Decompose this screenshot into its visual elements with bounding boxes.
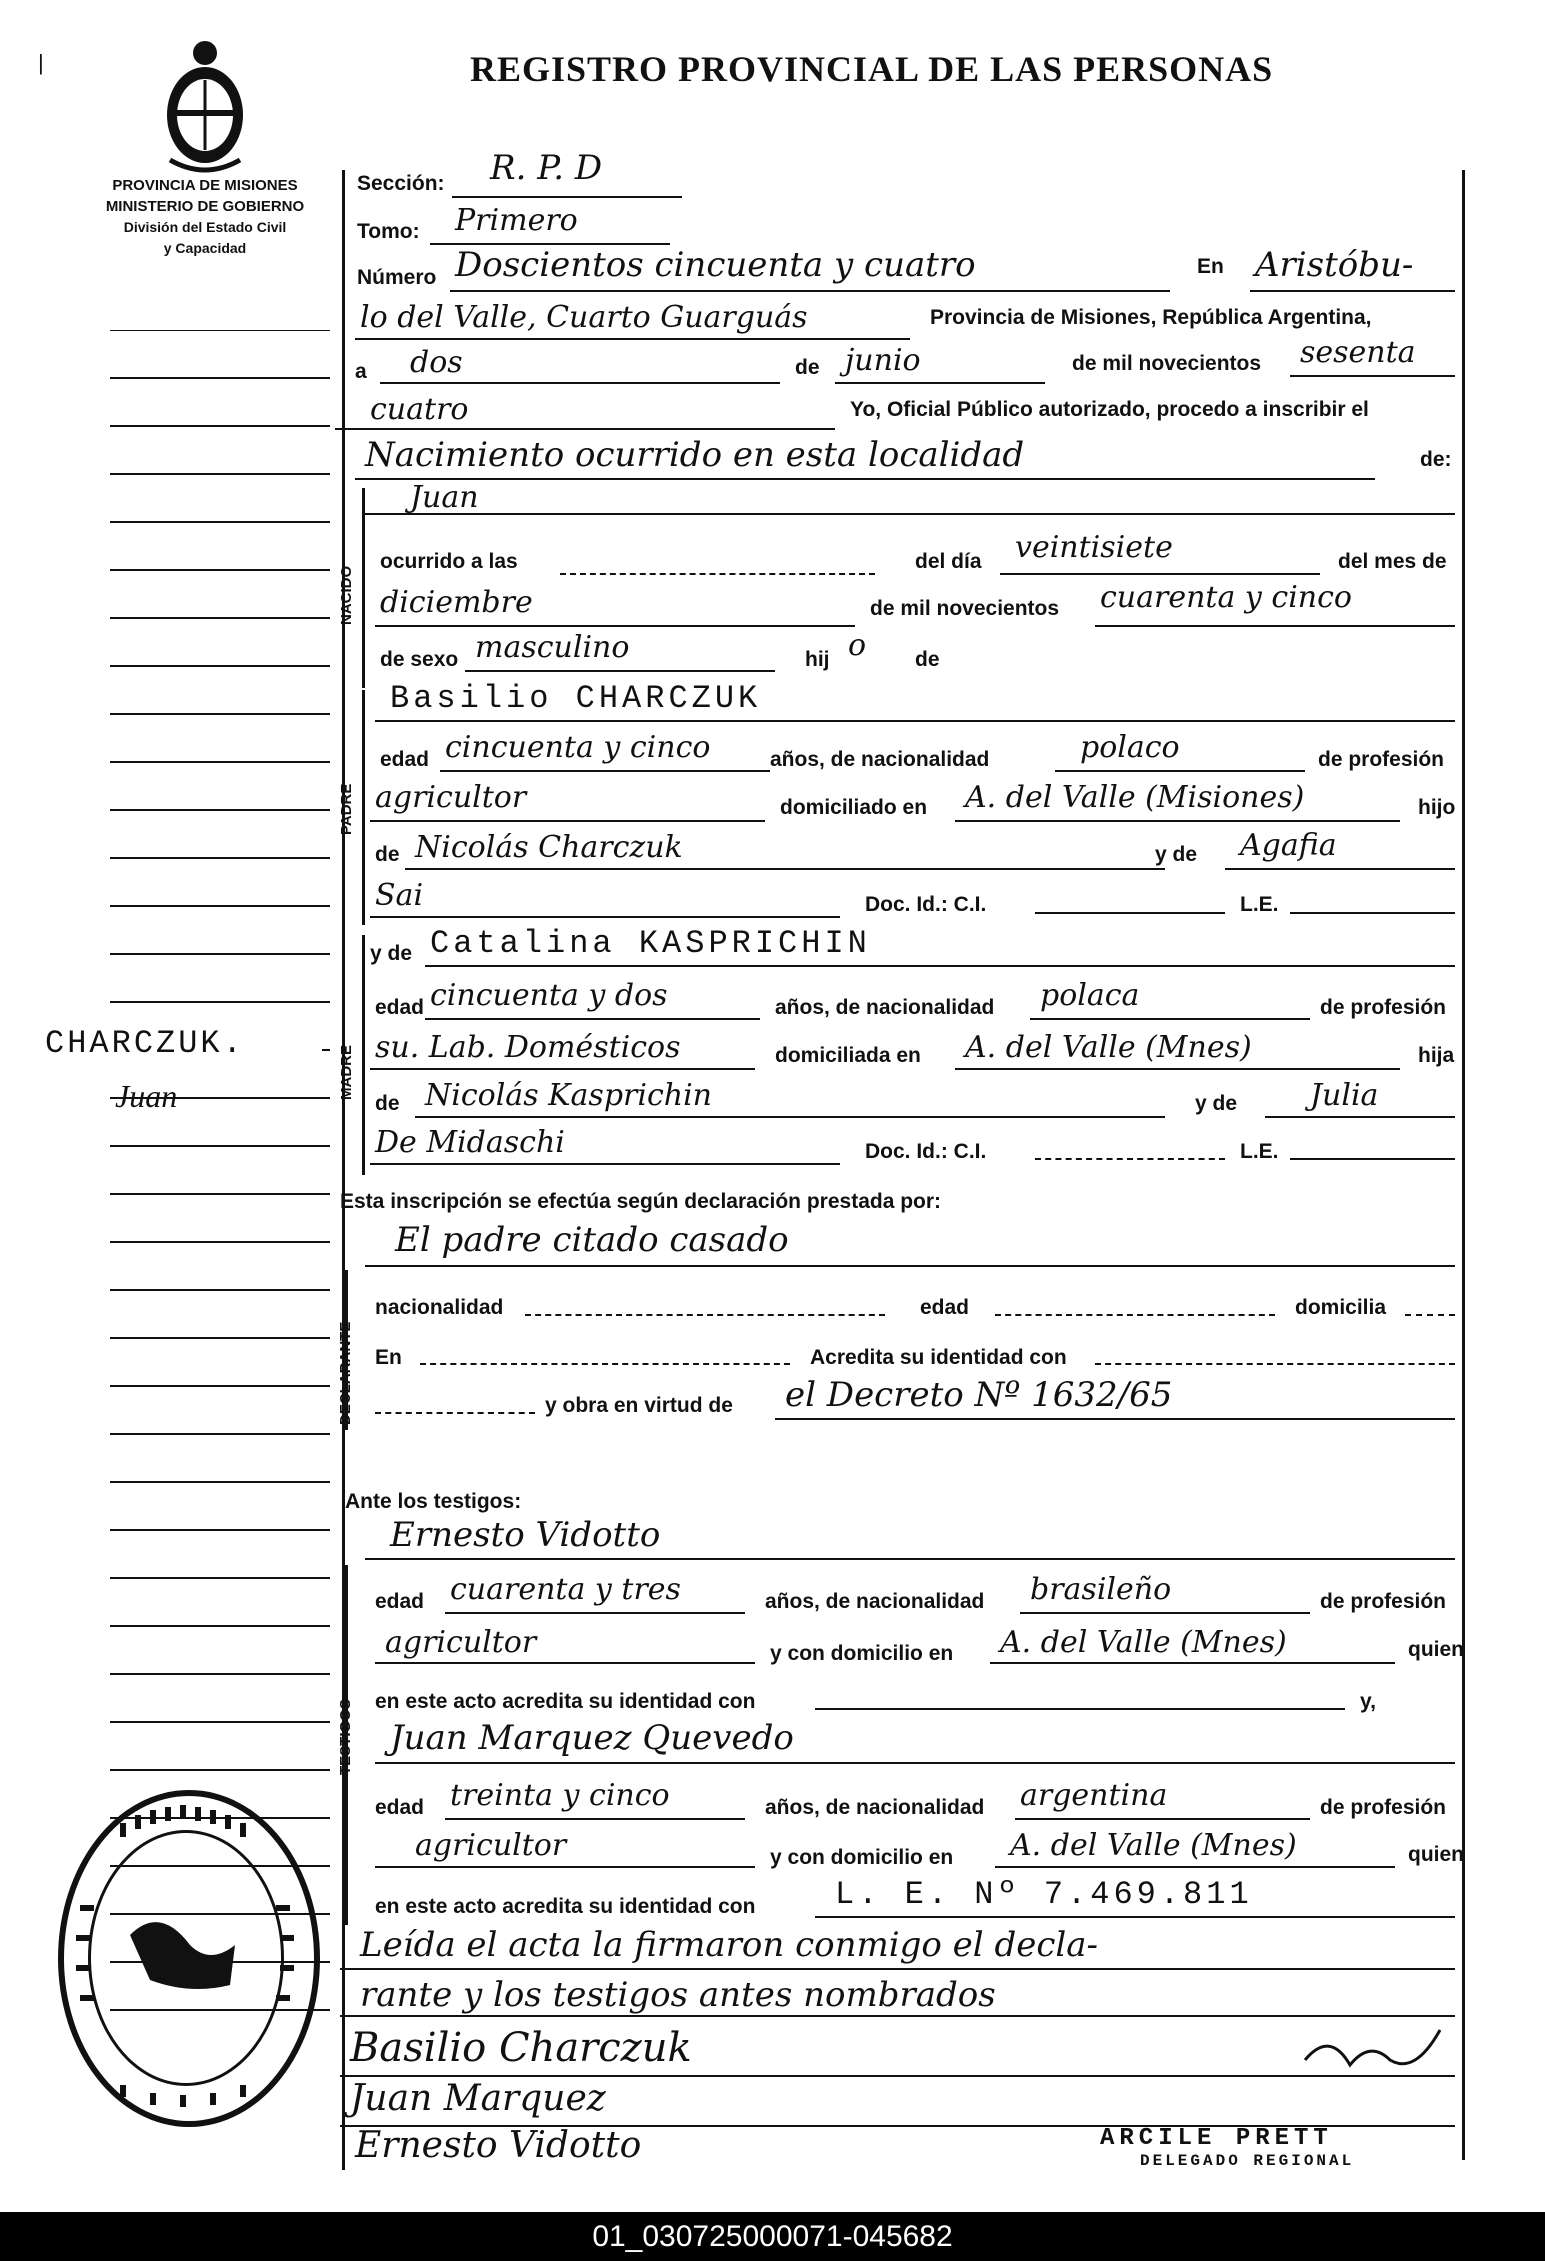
- round-seal-emblem-icon: [60, 1795, 310, 2115]
- seccion-line: [452, 196, 682, 198]
- t2-acredita-label: en este acto acredita su identidad con: [375, 1895, 756, 1918]
- t1-y-label: y,: [1360, 1690, 1376, 1713]
- ante-testigos-label: Ante los testigos:: [345, 1490, 522, 1513]
- madre-section-bar: [362, 935, 365, 1175]
- testigo1-value: Ernesto Vidotto: [390, 1515, 661, 1555]
- padre-madre-2-line: [370, 916, 840, 918]
- decl-en-line: [420, 1363, 790, 1365]
- decl-en-label: En: [375, 1346, 402, 1369]
- t2-quien-label: quien: [1408, 1843, 1464, 1866]
- seccion-value: R. P. D: [490, 148, 603, 188]
- madre-y-de-label: y de: [370, 942, 413, 965]
- madre-anios-label: años, de nacionalidad: [775, 996, 995, 1019]
- declarante-line: [365, 1265, 1455, 1267]
- domiciliada-label: domiciliada en: [775, 1044, 921, 1067]
- coat-of-arms-icon: [150, 35, 260, 175]
- decreto-line: [775, 1418, 1455, 1420]
- madre-prof-line: [370, 1068, 755, 1070]
- testigo2-value: Juan Marquez Quevedo: [390, 1718, 794, 1758]
- anio-nac-line: [1095, 625, 1455, 627]
- mes-line: [835, 382, 1045, 384]
- de-label: de: [795, 356, 820, 379]
- t1-prof-line: [375, 1662, 755, 1664]
- declarante-section-label: DECLARANTE: [337, 1321, 354, 1425]
- signature-testigo2: Juan Marquez: [350, 2078, 606, 2119]
- nombre-value: Juan: [410, 480, 479, 515]
- tomo-label: Tomo:: [357, 220, 420, 243]
- t2-prof-value: agricultor: [415, 1828, 567, 1863]
- padre-section-label: PADRE: [338, 783, 355, 835]
- hij-label: hij: [805, 648, 830, 671]
- padre-madre-value: Agafia: [1240, 828, 1337, 863]
- document-title: REGISTRO PROVINCIAL DE LAS PERSONAS: [470, 49, 1274, 89]
- obra-pre-line: [375, 1412, 535, 1414]
- padre-edad-line: [440, 770, 770, 772]
- anio-nac-value: cuarenta y cinco: [1100, 580, 1352, 615]
- yo-oficial-label: Yo, Oficial Público autorizado, procedo a inscribir el: [850, 398, 1369, 421]
- padre-le-label: L.E.: [1240, 893, 1279, 916]
- mes-nac-value: diciembre: [380, 585, 533, 620]
- dia-line: [380, 382, 780, 384]
- province-label: PROVINCIA DE MISIONES: [112, 177, 298, 194]
- padre-padre-line: [405, 868, 1165, 870]
- t2-edad-value: treinta y cinco: [450, 1778, 670, 1813]
- t1-acredita-label: en este acto acredita su identidad con: [375, 1690, 756, 1713]
- t2-nac-line: [1015, 1818, 1310, 1820]
- t1-prof-label: de profesión: [1320, 1590, 1447, 1613]
- t1-anios-label: años, de nacionalidad: [765, 1590, 985, 1613]
- padre-ci-line: [1035, 912, 1225, 914]
- sexo-value: masculino: [475, 630, 630, 665]
- padre-nac-value: polaco: [1080, 730, 1180, 765]
- dia-value: dos: [410, 345, 463, 380]
- padre-edad-label: edad: [380, 748, 430, 771]
- madre-prof-label: de profesión: [1320, 996, 1447, 1019]
- official-stamp-name: ARCILE PRETT: [1100, 2125, 1333, 2152]
- t2-edad-line: [445, 1818, 745, 1820]
- madre-nombre-line: [425, 965, 1455, 967]
- decl-domicilia-line: [1405, 1314, 1455, 1316]
- padre-edad-value: cincuenta y cinco: [445, 730, 711, 765]
- signature-line-1: [340, 2075, 1455, 2077]
- padre-y-de-label: y de: [1155, 843, 1198, 866]
- provincia-label: Provincia de Misiones, República Argentina,: [930, 306, 1372, 329]
- decl-edad-label: edad: [920, 1296, 970, 1319]
- anio-line: [1290, 375, 1455, 377]
- t2-anios-label: años, de nacionalidad: [765, 1796, 985, 1819]
- t2-prof-line: [375, 1866, 755, 1868]
- t2-dom-line: [995, 1866, 1395, 1868]
- padre-nombre-value: Basilio CHARCZUK: [390, 680, 762, 717]
- padre-doc-label: Doc. Id.: C.I.: [865, 893, 987, 916]
- decl-nac-line: [525, 1314, 885, 1316]
- nombre-line: [365, 513, 1455, 515]
- padre-prof-value: agricultor: [375, 780, 527, 815]
- en-label: En: [1197, 255, 1224, 278]
- seccion-label: Sección:: [357, 172, 445, 195]
- t1-nac-value: brasileño: [1030, 1572, 1172, 1607]
- padre-anios-label: años, de nacionalidad: [770, 748, 990, 771]
- testigo2-line: [375, 1762, 1455, 1764]
- signature-padre: Basilio Charczuk: [350, 2025, 692, 2071]
- t1-prof-value: agricultor: [385, 1625, 537, 1660]
- madre-prof-value: su. Lab. Domésticos: [375, 1030, 681, 1065]
- decreto-value: el Decreto Nº 1632/65: [785, 1375, 1173, 1415]
- nacido-section-bar: [362, 488, 365, 688]
- del-mes-label: del mes de: [1338, 550, 1447, 573]
- madre-nombre-value: Catalina KASPRICHIN: [430, 925, 871, 962]
- hij-suffix-value: o: [848, 628, 867, 663]
- document-id-footer: 01_030725000071-045682: [0, 2212, 1545, 2261]
- hora-line: [560, 573, 875, 575]
- t1-quien-label: quien: [1408, 1638, 1464, 1661]
- t2-prof-label: de profesión: [1320, 1796, 1447, 1819]
- padre-nombre-line: [375, 720, 1455, 722]
- madre-edad-line: [425, 1018, 760, 1020]
- padre-dom-value: A. del Valle (Misiones): [965, 780, 1305, 815]
- t1-edad-label: edad: [375, 1590, 425, 1613]
- closing-line-1: Leída el acta la firmaron conmigo el decla-: [360, 1925, 1099, 1965]
- acredita-label: Acredita su identidad con: [810, 1346, 1067, 1369]
- a-label: a: [355, 360, 367, 383]
- closing-line-2-rule: [340, 2015, 1455, 2017]
- t2-edad-label: edad: [375, 1796, 425, 1819]
- margin-first-name: Juan: [115, 1078, 178, 1114]
- madre-doc-label: Doc. Id.: C.I.: [865, 1140, 987, 1163]
- madre-ci-line: [1035, 1158, 1225, 1160]
- nacido-section-label: NACIDO: [338, 565, 355, 625]
- madre-de-label: de: [375, 1092, 400, 1115]
- anio-b-line: [335, 428, 835, 430]
- t1-dom-value: A. del Valle (Mnes): [1000, 1625, 1287, 1660]
- y-obra-label: y obra en virtud de: [545, 1394, 733, 1417]
- padre-dom-line: [955, 820, 1400, 822]
- ministry-header: [60, 175, 350, 259]
- capacity-label: y Capacidad: [163, 240, 247, 256]
- madre-madre-2-value: De Midaschi: [375, 1125, 565, 1160]
- anio-a-value: sesenta: [1300, 335, 1416, 370]
- decl-edad-line: [995, 1314, 1275, 1316]
- hija-label: hija: [1418, 1044, 1455, 1067]
- t1-dom-label: y con domicilio en: [770, 1642, 954, 1665]
- padre-nac-line: [1055, 770, 1305, 772]
- acredita-line: [1095, 1363, 1455, 1365]
- inscribir-line: [355, 478, 1375, 480]
- lugar-value: lo del Valle, Cuarto Guarguás: [360, 300, 808, 335]
- en-line: [1250, 290, 1455, 292]
- madre-dom-line: [955, 1068, 1400, 1070]
- de-mil2-label: de mil novecientos: [870, 597, 1060, 620]
- numero-label: Número: [357, 266, 437, 289]
- sexo-line: [465, 670, 775, 672]
- numero-line: [450, 290, 1170, 292]
- madre-edad-label: edad: [375, 996, 425, 1019]
- t1-dom-line: [990, 1662, 1395, 1664]
- madre-madre-2-line: [370, 1163, 840, 1165]
- t1-edad-line: [445, 1612, 745, 1614]
- official-signature-mark: [1300, 2020, 1450, 2080]
- padre-section-bar: [362, 690, 365, 925]
- dia-nac-line: [1000, 573, 1320, 575]
- decl-nac-label: nacionalidad: [375, 1296, 504, 1319]
- t1-edad-value: cuarenta y tres: [450, 1572, 681, 1607]
- de-hij-label: de: [915, 648, 940, 671]
- hijo-label: hijo: [1418, 796, 1456, 819]
- domiciliado-label: domiciliado en: [780, 796, 928, 819]
- closing-line-2: rante y los testigos antes nombrados: [360, 1975, 996, 2015]
- padre-prof-line: [370, 820, 765, 822]
- lugar-line: [355, 338, 910, 340]
- mes-value: junio: [845, 343, 921, 378]
- testigos-section-label: TESTIGOS: [337, 1699, 354, 1775]
- madre-edad-value: cincuenta y dos: [430, 978, 668, 1013]
- padre-madre-line: [1225, 868, 1455, 870]
- declarante-value: El padre citado casado: [395, 1220, 789, 1260]
- t2-dom-label: y con domicilio en: [770, 1846, 954, 1869]
- ocurrido-label: ocurrido a las: [380, 550, 518, 573]
- madre-nac-line: [1030, 1018, 1310, 1020]
- margin-surname: CHARCZUK.: [45, 1025, 245, 1062]
- madre-padre-value: Nicolás Kasprichin: [425, 1078, 712, 1113]
- padre-de-label: de: [375, 843, 400, 866]
- madre-le-label: L.E.: [1240, 1140, 1279, 1163]
- padre-prof-label: de profesión: [1318, 748, 1445, 771]
- madre-le-line: [1290, 1158, 1455, 1160]
- madre-dom-value: A. del Valle (Mnes): [965, 1030, 1252, 1065]
- closing-line-1-rule: [340, 1968, 1455, 1970]
- t2-dom-value: A. del Valle (Mnes): [1010, 1828, 1297, 1863]
- padre-madre-2-value: Sai: [375, 878, 424, 913]
- padre-padre-value: Nicolás Charczuk: [415, 830, 683, 865]
- madre-section-label: MADRE: [338, 1045, 355, 1100]
- tomo-value: Primero: [455, 203, 578, 238]
- edge-mark-left: |: [38, 50, 44, 75]
- official-stamp-title: DELEGADO REGIONAL: [1140, 2152, 1355, 2170]
- t2-nac-value: argentina: [1020, 1778, 1168, 1813]
- de-mil-label: de mil novecientos: [1072, 352, 1262, 375]
- testigo1-line: [365, 1558, 1455, 1560]
- mes-nac-line: [375, 625, 855, 627]
- inscribir-value: Nacimiento ocurrido en esta localidad: [365, 435, 1025, 475]
- sexo-label: de sexo: [380, 648, 459, 671]
- madre-madre-line: [1265, 1116, 1455, 1118]
- signature-testigo1: Ernesto Vidotto: [355, 2125, 642, 2166]
- t1-acredita-line: [815, 1708, 1345, 1710]
- madre-nac-value: polaca: [1040, 978, 1140, 1013]
- madre-madre-value: Julia: [1310, 1078, 1379, 1113]
- t2-doc-line: [815, 1916, 1455, 1918]
- dia-nac-value: veintisiete: [1015, 530, 1173, 565]
- ministry-label: MINISTERIO DE GOBIERNO: [105, 198, 305, 215]
- madre-padre-line: [415, 1116, 1165, 1118]
- madre-y-de2-label: y de: [1195, 1092, 1238, 1115]
- t1-nac-line: [1020, 1612, 1310, 1614]
- de-colon-label: de:: [1420, 448, 1452, 471]
- decl-domicilia-label: domicilia: [1295, 1296, 1387, 1319]
- del-dia-label: del día: [915, 550, 982, 573]
- padre-le-line: [1290, 912, 1455, 914]
- t2-doc-value: L. E. Nº 7.469.811: [835, 1876, 1253, 1913]
- anio-b-value: cuatro: [370, 392, 469, 427]
- declaracion-label: Esta inscripción se efectúa según declaración prestada por:: [340, 1190, 942, 1213]
- numero-value: Doscientos cincuenta y cuatro: [455, 245, 976, 285]
- en-value: Aristóbu-: [1255, 245, 1414, 285]
- division-label: División del Estado Civil: [123, 219, 287, 235]
